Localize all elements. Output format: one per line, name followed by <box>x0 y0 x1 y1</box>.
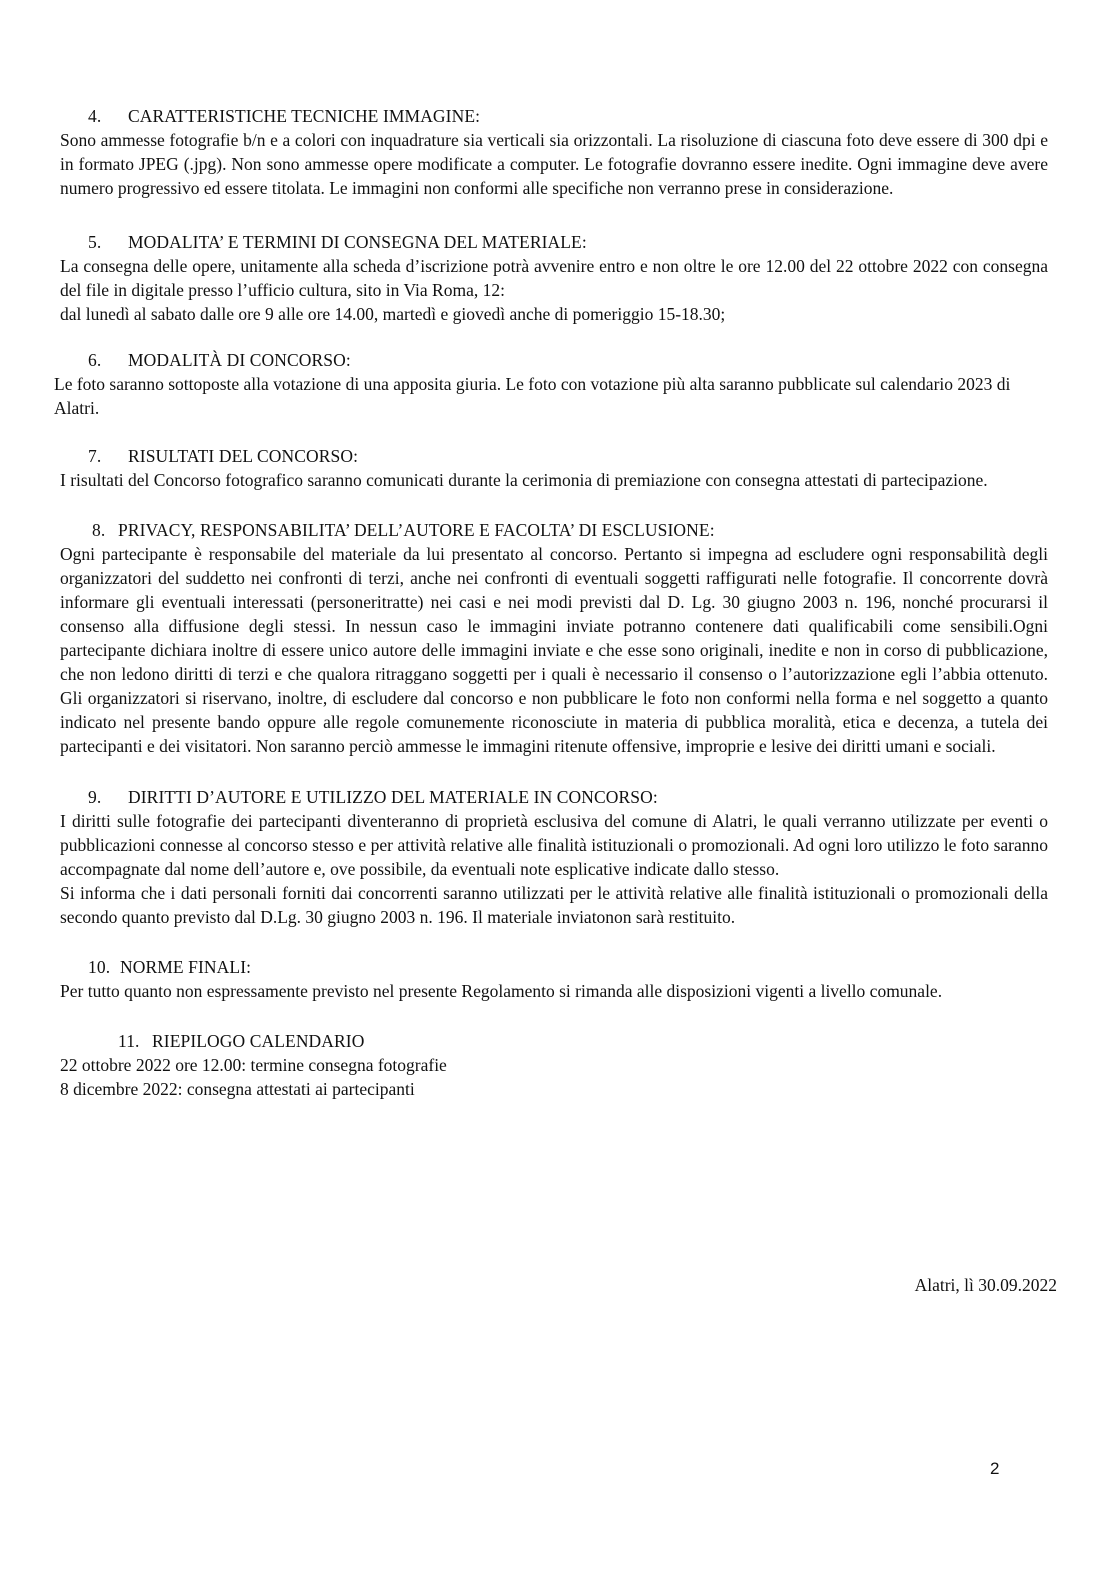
section-number: 4. <box>88 106 102 126</box>
section-text-hours: dal lunedì al sabato dalle ore 9 alle ore 14.00, martedì e giovedì anche di pomeriggio 15-18.30; <box>60 304 726 324</box>
section-text: Le foto saranno sottoposte alla votazione di una apposita giuria. Le foto con votazione più alta saranno pubblicate sul calendario 2023 di Alatri. <box>54 374 1011 418</box>
section-title: MODALITA’ E TERMINI DI CONSEGNA DEL MATERIALE: <box>128 232 587 252</box>
section-title: DIRITTI D’AUTORE E UTILIZZO DEL MATERIALE IN CONCORSO: <box>128 787 658 807</box>
section-text-privacy: Si informa che i dati personali forniti dai concorrenti saranno utilizzati per le attività relative alle finalità istituzionali o promozionali della secondo quanto previsto dal D.Lg. 30 giugno 2003 n. 196. Il materiale inviatonon sarà restituito. <box>60 883 1048 927</box>
section-number: 6. <box>88 350 102 370</box>
calendar-line: 8 dicembre 2022: consegna attestati ai partecipanti <box>60 1079 415 1099</box>
section-title: RIEPILOGO CALENDARIO <box>152 1031 365 1051</box>
section-6 <box>54 348 1048 420</box>
section-number: 5. <box>88 232 102 252</box>
section-heading <box>88 955 1048 979</box>
section-9 <box>60 785 1048 929</box>
section-heading <box>88 104 1048 128</box>
section-8 <box>60 518 1048 758</box>
section-7 <box>60 444 1048 492</box>
section-number: 7. <box>88 446 102 466</box>
section-heading <box>92 518 1048 542</box>
section-title: CARATTERISTICHE TECNICHE IMMAGINE: <box>128 106 481 126</box>
section-heading <box>118 1029 1048 1053</box>
section-title: MODALITÀ DI CONCORSO: <box>128 350 351 370</box>
section-heading <box>88 785 1048 809</box>
place-date-signature: Alatri, lì 30.09.2022 <box>914 1275 1057 1295</box>
section-heading <box>88 230 1048 254</box>
section-text: I risultati del Concorso fotografico saranno comunicati durante la cerimonia di premiazione con consegna attestati di partecipazione. <box>60 470 988 490</box>
section-number: 8. <box>92 520 106 540</box>
section-heading <box>88 444 1048 468</box>
section-heading <box>88 348 1048 372</box>
section-text: Per tutto quanto non espressamente previsto nel presente Regolamento si rimanda alle disposizioni vigenti a livello comunale. <box>60 981 943 1001</box>
section-5 <box>60 230 1048 326</box>
calendar-line: 22 ottobre 2022 ore 12.00: termine consegna fotografie <box>60 1055 447 1075</box>
section-title: NORME FINALI: <box>120 957 252 977</box>
section-text: I diritti sulle fotografie dei partecipanti diventeranno di proprietà esclusiva del comune di Alatri, le quali verranno utilizzate per eventi o pubblicazioni connesse al concorso stesso e per attività relative alle finalità istituzionali o promozionali. Ad ogni loro utilizzo le foto saranno accompagnate dal nome dell’autore e, ove possibile, da eventuali note esplicative indicate dallo stesso. <box>60 811 1048 879</box>
section-text: La consegna delle opere, unitamente alla scheda d’iscrizione potrà avvenire entro e non oltre le ore 12.00 del 22 ottobre 2022 con consegna del file in digitale presso l’ufficio cultura, sito in Via Roma, 12: <box>60 256 1048 300</box>
section-title: PRIVACY, RESPONSABILITA’ DELL’AUTORE E FACOLTA’ DI ESCLUSIONE: <box>118 520 715 540</box>
section-number: 10. <box>88 957 111 977</box>
section-number: 9. <box>88 787 102 807</box>
section-title: RISULTATI DEL CONCORSO: <box>128 446 359 466</box>
document-page <box>54 104 1048 1128</box>
section-10 <box>60 955 1048 1003</box>
section-text: Ogni partecipante è responsabile del materiale da lui presentato al concorso. Pertanto si impegna ad escludere ogni responsabilità degli organizzatori del suddetto nei confronti di terzi, anche nei confronti di eventuali soggetti raffigurati nelle fotografie. Il concorrente dovrà informare gli eventuali interessati (personeritratte) nei casi e nei modi previsti dal D. Lg. 30 giugno 2003 n. 196, nonché procurarsi il consenso alla diffusione degli stessi. In nessun caso le immagini inviate potranno contenere dati qualificabili come sensibili.Ogni partecipante dichiara inoltre di essere unico autore delle immagini inviate e che esse sono originali, inedite e non in corso di pubblicazione, che non ledono diritti di terzi e che qualora ritraggano soggetti per i quali è necessario il consenso o l’autorizzazione egli l’abbia ottenuto. Gli organizzatori si riservano, inoltre, di escludere dal concorso e non pubblicare le foto non conformi nella forma e nel soggetto a quanto indicato nel presente bando oppure alle regole comunemente riconosciute in materia di pubblica moralità, etica e decenza, a tutela dei partecipanti e dei visitatori. Non saranno perciò ammesse le immagini ritenute offensive, improprie e lesive dei diritti umani e sociali. <box>60 544 1048 756</box>
section-text: Sono ammesse fotografie b/n e a colori con inquadrature sia verticali sia orizzontali. La risoluzione di ciascuna foto deve essere di 300 dpi e in formato JPEG (.jpg). Non sono ammesse opere modificate a computer. Le fotografie dovranno essere inedite. Ogni immagine deve avere numero progressivo ed essere titolata. Le immagini non conformi alle specifiche non verranno prese in considerazione. <box>60 130 1048 198</box>
section-4 <box>60 104 1048 200</box>
page-number: 2 <box>990 1459 1000 1478</box>
section-11 <box>60 1029 1048 1101</box>
section-number: 11. <box>118 1031 140 1051</box>
